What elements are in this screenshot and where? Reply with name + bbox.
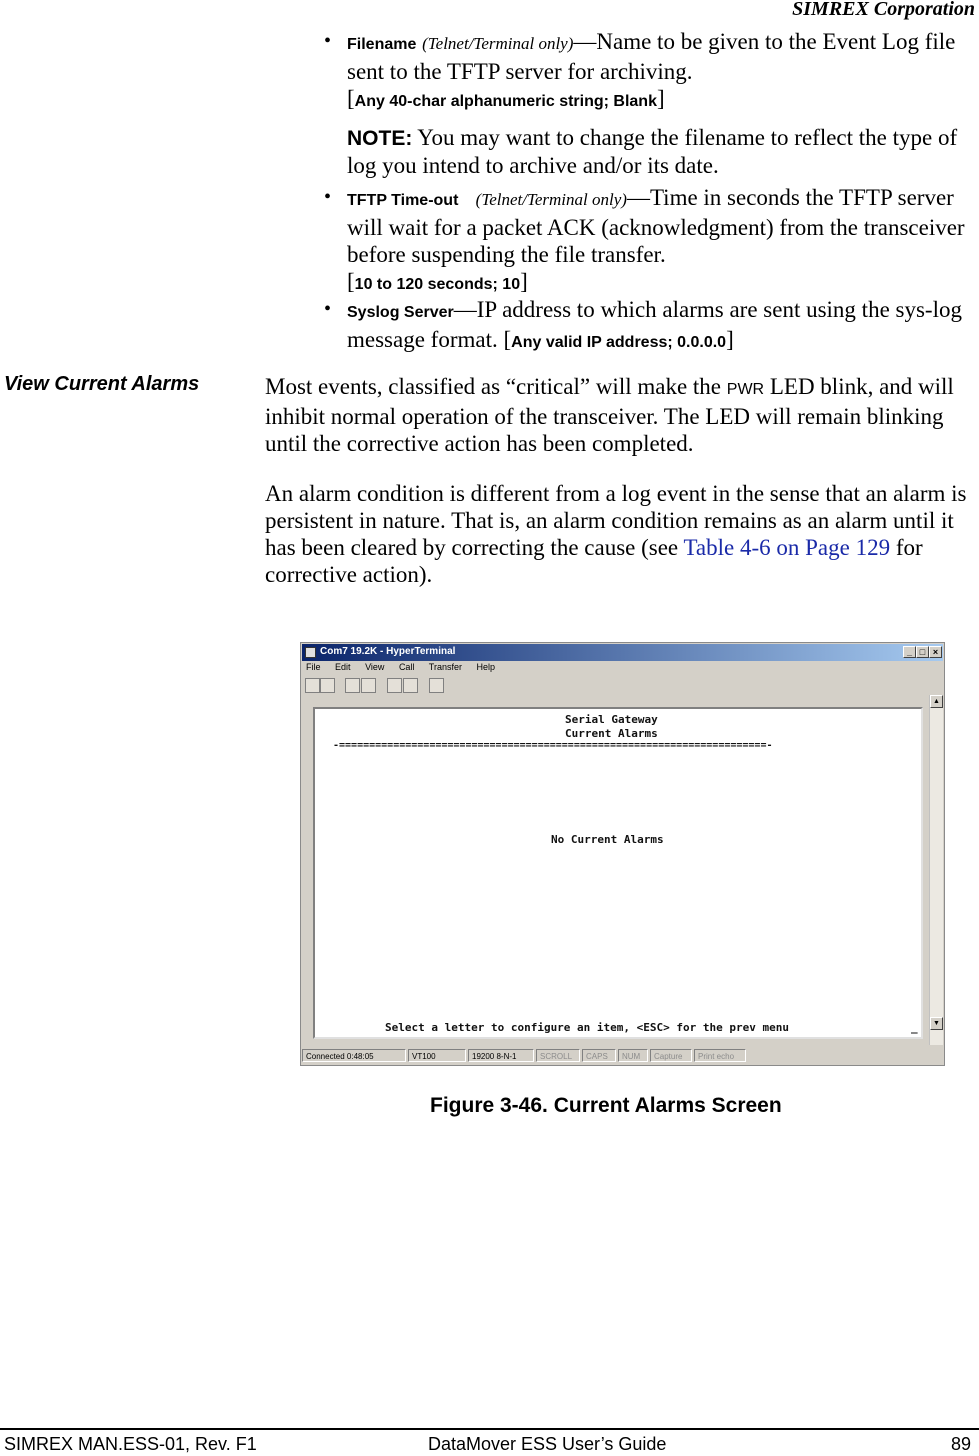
new-connection-icon[interactable]: [305, 678, 320, 693]
scroll-down-icon[interactable]: ▼: [930, 1017, 943, 1030]
figure-caption: Figure 3-46. Current Alarms Screen: [430, 1094, 782, 1117]
bullet-text: Name to be given to the Event Log file sent to the TFTP server for archiving.: [347, 29, 956, 84]
bullet-tftp-timeout: • TFTP Time-out (Telnet/Terminal only)—Time in seconds the TFTP server will wait for a packet ACK (acknowledgment) from the transceiver before suspending the file transfer. [10 to 120 seconds; 10]: [324, 185, 965, 294]
note-block: [347, 124, 977, 179]
bullet-term: Filename: [347, 36, 417, 53]
menu-help[interactable]: Help: [476, 662, 496, 672]
menu-transfer[interactable]: Transfer: [428, 662, 462, 672]
bullet-icon: •: [324, 298, 332, 320]
note-label: NOTE:: [347, 127, 413, 150]
minimize-icon[interactable]: _: [903, 646, 916, 658]
status-bar: [302, 1047, 943, 1064]
status-emulation: VT100: [408, 1049, 466, 1062]
bullet-dash: —: [453, 297, 477, 322]
bullet-dash: —: [626, 185, 650, 210]
open-icon[interactable]: [320, 678, 335, 693]
menu-edit[interactable]: Edit: [335, 662, 351, 672]
terminal-divider: -=======================================================================-: [333, 740, 773, 751]
window-titlebar[interactable]: [302, 644, 943, 661]
bullet-qualifier: (Telnet/Terminal only): [422, 34, 574, 53]
status-connected: Connected 0:48:05: [302, 1049, 406, 1062]
terminal-screen[interactable]: [313, 707, 923, 1039]
status-print-echo: Print echo: [694, 1049, 746, 1062]
terminal-prompt: Select a letter to configure an item, <ESC> for the prev menu: [385, 1021, 789, 1034]
bullet-filename: • Filename (Telnet/Terminal only)—Name to be given to the Event Log file sent to the TFTP server for archiving. [Any 40-char alphanumeric string; Blank]: [324, 29, 956, 111]
no-alarms-message: No Current Alarms: [551, 833, 664, 846]
window-title: Com7 19.2K - HyperTerminal: [320, 646, 456, 657]
page-number: 89: [950, 1434, 971, 1454]
bullet-icon: •: [324, 186, 332, 208]
menu-view[interactable]: View: [365, 662, 385, 672]
connect-icon[interactable]: [345, 678, 360, 693]
status-settings: 19200 8-N-1: [468, 1049, 534, 1062]
bullet-syslog-server: • Syslog Server—IP address to which alarms are sent using the sys-log message format. [Any valid IP address; 0.0.0.0]: [324, 297, 962, 352]
close-icon[interactable]: ×: [929, 646, 942, 658]
paragraph-alarm-condition: [265, 480, 977, 588]
bullet-term: Syslog Server: [347, 304, 454, 321]
footer-doc-id: SIMREX MAN.ESS-01, Rev. F1: [4, 1434, 257, 1454]
section-heading: View Current Alarms: [4, 373, 200, 395]
bullet-value: Any valid IP address; 0.0.0.0: [511, 334, 727, 351]
status-caps: CAPS: [582, 1049, 616, 1062]
menu-file[interactable]: File: [306, 662, 321, 672]
status-capture: Capture: [650, 1049, 692, 1062]
paragraph-text: Most events, classified as “critical” will make the: [265, 374, 727, 399]
terminal-subtitle: Current Alarms: [565, 727, 658, 740]
send-icon[interactable]: [387, 678, 402, 693]
footer-guide-title: DataMover ESS User’s Guide: [428, 1434, 667, 1454]
paragraph-text: An alarm condition is different from a log event in the sense that an alarm is persistent in nature. That is, an alarm condition remains as an alarm until it has been cleared by correcting the cause (see: [265, 481, 967, 560]
menu-bar: [306, 662, 507, 676]
vertical-scrollbar[interactable]: [929, 695, 943, 1045]
cross-reference-link[interactable]: Table 4-6 on Page 129: [683, 535, 891, 560]
bullet-value: 10 to 120 seconds; 10: [354, 276, 521, 293]
menu-call[interactable]: Call: [398, 662, 415, 672]
footer-divider: [0, 1428, 979, 1430]
bullet-value: Any 40-char alphanumeric string; Blank: [354, 93, 657, 110]
app-icon: [305, 647, 316, 658]
terminal-title: Serial Gateway: [565, 713, 658, 726]
bullet-text: Time in seconds the TFTP server will wait for a packet ACK (acknowledgment) from the transceiver before suspending the file transfer.: [347, 185, 965, 267]
running-header: SIMREX Corporation: [792, 0, 975, 20]
bullet-qualifier: (Telnet/Terminal only): [475, 190, 627, 209]
hyperterminal-window: [300, 642, 945, 1066]
bullet-text: IP address to which alarms are sent using the sys-log message format.: [347, 297, 962, 352]
status-scroll: SCROLL: [536, 1049, 580, 1062]
status-num: NUM: [618, 1049, 648, 1062]
note-text: You may want to change the filename to reflect the type of log you intend to archive and/or its date.: [347, 125, 958, 178]
disconnect-icon[interactable]: [361, 678, 376, 693]
properties-icon[interactable]: [429, 678, 444, 693]
bullet-icon: •: [324, 30, 332, 52]
paragraph-text: LED blink, and will inhibit normal operation of the transceiver. The LED will remain blinking until the corrective action has been completed.: [265, 374, 954, 456]
maximize-icon[interactable]: □: [916, 646, 929, 658]
terminal-cursor: _: [911, 1021, 918, 1034]
receive-icon[interactable]: [403, 678, 418, 693]
pwr-label: PWR: [726, 381, 765, 398]
paragraph-critical-events: [265, 373, 977, 457]
bullet-dash: —: [573, 29, 597, 54]
bullet-term: TFTP Time-out: [347, 192, 459, 209]
paragraph-text: for corrective action).: [265, 535, 923, 587]
scroll-up-icon[interactable]: ▲: [930, 695, 943, 708]
